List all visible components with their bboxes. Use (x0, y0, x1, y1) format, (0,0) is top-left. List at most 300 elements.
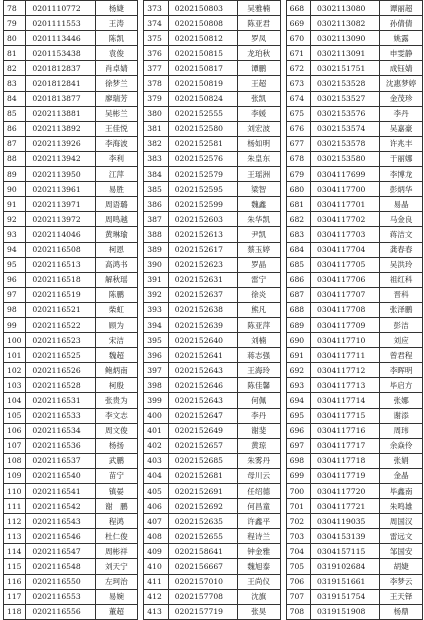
student-id-cell: 0202113972 (26, 212, 95, 227)
student-name-cell: 李丹 (380, 106, 423, 121)
student-id-cell: 0202152691 (168, 484, 237, 499)
student-id-cell: 0202113881 (26, 106, 95, 121)
table-row (4, 423, 423, 438)
table-row (4, 257, 423, 272)
student-id-cell: 0202152581 (168, 136, 237, 151)
student-name-cell: 余焱伶 (380, 438, 423, 453)
row-number-cell: 87 (4, 136, 26, 151)
student-id-cell: 0202152638 (168, 302, 237, 317)
student-id-cell: 0319151908 (311, 604, 380, 619)
student-name-cell: 柯恩 (95, 242, 138, 257)
student-name-cell: 朱华凯 (237, 212, 280, 227)
table-row (4, 514, 423, 529)
student-id-cell: 0201153438 (26, 46, 95, 61)
row-number-cell: 95 (4, 257, 26, 272)
roster-page (3, 0, 423, 617)
row-number-cell: 669 (286, 16, 310, 31)
table-row (4, 121, 423, 136)
row-number-cell: 105 (4, 408, 26, 423)
student-id-cell: 0304117704 (311, 242, 380, 257)
student-id-cell: 0202116528 (26, 378, 95, 393)
table-row (4, 604, 423, 619)
row-number-cell: 672 (286, 61, 310, 76)
student-name-cell: 张昊 (237, 604, 280, 619)
student-id-cell: 0202152599 (168, 197, 237, 212)
student-id-cell: 0201812837 (26, 61, 95, 76)
row-number-cell: 106 (4, 423, 26, 438)
student-id-cell: 0202116522 (26, 317, 95, 332)
row-number-cell: 100 (4, 333, 26, 348)
student-name-cell: 朱雾丹 (237, 453, 280, 468)
student-name-cell: 武鹏 (95, 453, 138, 468)
row-number-cell: 403 (144, 453, 168, 468)
table-row (4, 333, 423, 348)
row-number-cell: 684 (286, 242, 310, 257)
student-id-cell: 0302113091 (311, 46, 380, 61)
table-row (4, 438, 423, 453)
row-number-cell: 381 (144, 121, 168, 136)
student-id-cell: 0202113942 (26, 151, 95, 166)
student-id-cell: 0304117699 (311, 167, 380, 182)
student-id-cell: 0302151751 (311, 61, 380, 76)
student-id-cell: 0304153139 (311, 529, 380, 544)
row-number-cell: 82 (4, 61, 26, 76)
row-number-cell: 393 (144, 302, 168, 317)
row-number-cell: 681 (286, 197, 310, 212)
table-row (4, 91, 423, 106)
student-id-cell: 0202150812 (168, 31, 237, 46)
student-id-cell: 0304117712 (311, 363, 380, 378)
table-row (4, 106, 423, 121)
row-number-cell: 675 (286, 106, 310, 121)
row-number-cell: 377 (144, 61, 168, 76)
row-number-cell: 112 (4, 514, 26, 529)
row-number-cell: 398 (144, 378, 168, 393)
student-id-cell: 0302113080 (311, 1, 380, 16)
student-id-cell: 0202150817 (168, 61, 237, 76)
row-number-cell: 103 (4, 378, 26, 393)
student-name-cell: 朱鸣雄 (380, 499, 423, 514)
student-name-cell: 祖红科 (380, 272, 423, 287)
student-id-cell: 0202152631 (168, 272, 237, 287)
student-id-cell: 0304117721 (311, 499, 380, 514)
row-number-cell: 117 (4, 589, 26, 604)
row-number-cell: 670 (286, 31, 310, 46)
row-number-cell: 683 (286, 227, 310, 242)
student-id-cell: 0202113950 (26, 167, 95, 182)
row-number-cell: 97 (4, 287, 26, 302)
student-id-cell: 0202116531 (26, 393, 95, 408)
row-number-cell: 114 (4, 544, 26, 559)
row-number-cell: 373 (144, 1, 168, 16)
student-name-cell: 罗凤 (237, 31, 280, 46)
row-number-cell: 703 (286, 529, 310, 544)
student-name-cell: 周文俊 (95, 423, 138, 438)
table-row (4, 529, 423, 544)
student-id-cell: 0202116513 (26, 257, 95, 272)
row-number-cell: 397 (144, 363, 168, 378)
student-id-cell: 0202116536 (26, 438, 95, 453)
student-id-cell: 0202116523 (26, 333, 95, 348)
student-name-cell: 沈旗 (237, 589, 280, 604)
table-row (4, 363, 423, 378)
student-name-cell: 王海玲 (237, 363, 280, 378)
row-number-cell: 405 (144, 484, 168, 499)
student-name-cell: 魏鑫 (237, 197, 280, 212)
student-id-cell: 0304117705 (311, 257, 380, 272)
student-name-cell: 孙倩倩 (380, 16, 423, 31)
row-number-cell: 412 (144, 589, 168, 604)
table-row (4, 559, 423, 574)
student-id-cell: 0202116533 (26, 408, 95, 423)
row-number-cell: 383 (144, 151, 168, 166)
row-number-cell: 697 (286, 438, 310, 453)
row-number-cell: 679 (286, 167, 310, 182)
row-number-cell: 374 (144, 16, 168, 31)
row-number-cell: 384 (144, 167, 168, 182)
row-number-cell: 391 (144, 272, 168, 287)
table-row (4, 378, 423, 393)
row-number-cell: 395 (144, 333, 168, 348)
student-name-cell: 马金良 (380, 212, 423, 227)
student-id-cell: 0201110772 (26, 1, 95, 16)
row-number-cell: 83 (4, 76, 26, 91)
student-name-cell: 陈亚君 (237, 16, 280, 31)
row-number-cell: 379 (144, 91, 168, 106)
row-number-cell: 708 (286, 604, 310, 619)
student-id-cell: 0202116541 (26, 484, 95, 499)
student-id-cell: 0202116542 (26, 499, 95, 514)
student-name-cell: 许鑫平 (237, 514, 280, 529)
table-row (4, 393, 423, 408)
student-id-cell: 0304117718 (311, 453, 380, 468)
row-number-cell: 101 (4, 348, 26, 363)
student-name-cell: 谢 鹏 (95, 499, 138, 514)
student-id-cell: 0202116519 (26, 287, 95, 302)
student-name-cell: 母川云 (237, 468, 280, 483)
student-id-cell: 0202113926 (26, 136, 95, 151)
student-name-cell: 李晖明 (380, 363, 423, 378)
row-number-cell: 385 (144, 182, 168, 197)
row-number-cell: 696 (286, 423, 310, 438)
student-name-cell: 龙珀秋 (237, 46, 280, 61)
student-name-cell: 陈鹏 (95, 287, 138, 302)
row-number-cell: 108 (4, 453, 26, 468)
student-id-cell: 0202152639 (168, 317, 237, 332)
student-id-cell: 0304117706 (311, 272, 380, 287)
student-id-cell: 0304117713 (311, 378, 380, 393)
student-id-cell: 0202157719 (168, 604, 237, 619)
student-name-cell: 晋科 (380, 287, 423, 302)
student-id-cell: 0202150803 (168, 1, 237, 16)
student-roster-table (3, 0, 423, 620)
student-name-cell: 吴雅楠 (237, 1, 280, 16)
row-number-cell: 388 (144, 227, 168, 242)
row-number-cell: 680 (286, 182, 310, 197)
student-name-cell: 镇晏 (95, 484, 138, 499)
student-name-cell: 黄琼 (237, 438, 280, 453)
student-name-cell: 罗晶 (237, 257, 280, 272)
student-id-cell: 0202152655 (168, 529, 237, 544)
student-id-cell: 0202116518 (26, 272, 95, 287)
student-name-cell: 谢添 (380, 408, 423, 423)
student-name-cell: 许兆丰 (380, 136, 423, 151)
table-row (4, 484, 423, 499)
table-row (4, 408, 423, 423)
student-id-cell: 0202152613 (168, 227, 237, 242)
table-row (4, 574, 423, 589)
student-name-cell: 周语璐 (95, 197, 138, 212)
row-number-cell: 705 (286, 559, 310, 574)
row-number-cell: 102 (4, 363, 26, 378)
row-number-cell: 116 (4, 574, 26, 589)
student-name-cell: 易晶 (380, 197, 423, 212)
student-name-cell: 周国汉 (380, 514, 423, 529)
table-row (4, 453, 423, 468)
student-name-cell: 杨如明 (237, 136, 280, 151)
row-number-cell: 671 (286, 46, 310, 61)
student-id-cell: 0202152635 (168, 514, 237, 529)
student-id-cell: 0201813877 (26, 91, 95, 106)
student-name-cell: 黄琳瑜 (95, 227, 138, 242)
row-number-cell: 88 (4, 151, 26, 166)
student-id-cell: 0202114046 (26, 227, 95, 242)
student-name-cell: 刘应 (380, 333, 423, 348)
row-number-cell: 389 (144, 242, 168, 257)
student-name-cell: 李梦云 (380, 574, 423, 589)
row-number-cell: 115 (4, 559, 26, 574)
student-id-cell: 0202152555 (168, 106, 237, 121)
row-number-cell: 110 (4, 484, 26, 499)
student-name-cell: 毕启方 (380, 378, 423, 393)
student-name-cell: 顾为 (95, 317, 138, 332)
student-id-cell: 0202158641 (168, 544, 237, 559)
student-id-cell: 0202116508 (26, 242, 95, 257)
student-name-cell: 易胜 (95, 182, 138, 197)
student-name-cell: 成钰婧 (380, 61, 423, 76)
table-row (4, 46, 423, 61)
student-id-cell: 0202152685 (168, 453, 237, 468)
row-number-cell: 693 (286, 378, 310, 393)
row-number-cell: 406 (144, 499, 168, 514)
row-number-cell: 699 (286, 468, 310, 483)
row-number-cell: 392 (144, 287, 168, 302)
student-id-cell: 0302153527 (311, 91, 380, 106)
student-name-cell: 李媛 (237, 106, 280, 121)
table-row (4, 61, 423, 76)
student-id-cell: 0201111553 (26, 16, 95, 31)
row-number-cell: 686 (286, 272, 310, 287)
student-name-cell: 陈凯 (95, 31, 138, 46)
student-id-cell: 0304117701 (311, 197, 380, 212)
student-id-cell: 0202150808 (168, 16, 237, 31)
student-name-cell: 吴洪玲 (380, 257, 423, 272)
student-name-cell: 张贵为 (95, 393, 138, 408)
student-name-cell: 陈佳馨 (237, 378, 280, 393)
student-name-cell: 易婉 (95, 589, 138, 604)
student-name-cell: 张娜 (380, 393, 423, 408)
row-number-cell: 107 (4, 438, 26, 453)
student-id-cell: 0202116534 (26, 423, 95, 438)
row-number-cell: 409 (144, 544, 168, 559)
row-number-cell: 99 (4, 317, 26, 332)
row-number-cell: 81 (4, 46, 26, 61)
student-name-cell: 苗宁 (95, 468, 138, 483)
row-number-cell: 402 (144, 438, 168, 453)
table-row (4, 212, 423, 227)
table-row (4, 589, 423, 604)
student-id-cell: 0304117708 (311, 302, 380, 317)
student-name-cell: 王尚仪 (237, 574, 280, 589)
row-number-cell: 400 (144, 408, 168, 423)
student-id-cell: 0202113961 (26, 182, 95, 197)
row-number-cell: 701 (286, 499, 310, 514)
student-name-cell: 刘楠 (237, 333, 280, 348)
row-number-cell: 90 (4, 182, 26, 197)
student-name-cell: 杨鼎 (380, 604, 423, 619)
student-id-cell: 0202116525 (26, 348, 95, 363)
row-number-cell: 113 (4, 529, 26, 544)
row-number-cell: 401 (144, 423, 168, 438)
student-name-cell: 刘天宁 (95, 559, 138, 574)
table-row (4, 197, 423, 212)
student-id-cell: 0304117709 (311, 317, 380, 332)
row-number-cell: 118 (4, 604, 26, 619)
student-id-cell: 0202116546 (26, 529, 95, 544)
student-name-cell: 高鸿书 (95, 257, 138, 272)
row-number-cell: 375 (144, 31, 168, 46)
student-name-cell: 曾君程 (380, 348, 423, 363)
student-id-cell: 0202152579 (168, 167, 237, 182)
row-number-cell: 674 (286, 91, 310, 106)
student-id-cell: 0202150824 (168, 91, 237, 106)
row-number-cell: 411 (144, 574, 168, 589)
student-id-cell: 0202157010 (168, 574, 237, 589)
student-name-cell: 刘宏波 (237, 121, 280, 136)
student-name-cell: 徐梦兰 (95, 76, 138, 91)
student-name-cell: 谢斐 (237, 423, 280, 438)
table-row (4, 151, 423, 166)
table-row (4, 16, 423, 31)
student-id-cell: 0302153528 (311, 76, 380, 91)
student-id-cell: 0304117717 (311, 438, 380, 453)
student-id-cell: 0202152623 (168, 257, 237, 272)
student-name-cell: 钟金雅 (237, 544, 280, 559)
row-number-cell: 404 (144, 468, 168, 483)
student-name-cell: 周鸣越 (95, 212, 138, 227)
student-id-cell: 0202116550 (26, 574, 95, 589)
student-name-cell: 姚露 (380, 31, 423, 46)
table-row (4, 302, 423, 317)
student-id-cell: 0202116548 (26, 559, 95, 574)
student-name-cell: 李博龙 (380, 167, 423, 182)
row-number-cell: 706 (286, 574, 310, 589)
row-number-cell: 386 (144, 197, 168, 212)
student-name-cell: 李海波 (95, 136, 138, 151)
row-number-cell: 94 (4, 242, 26, 257)
student-id-cell: 0202113892 (26, 121, 95, 136)
row-number-cell: 85 (4, 106, 26, 121)
student-id-cell: 0202116537 (26, 453, 95, 468)
table-row (4, 348, 423, 363)
student-name-cell: 江萍 (95, 167, 138, 182)
student-id-cell: 0202152580 (168, 121, 237, 136)
row-number-cell: 394 (144, 317, 168, 332)
student-id-cell: 0202116547 (26, 544, 95, 559)
student-name-cell: 何佩 (237, 393, 280, 408)
student-name-cell: 肖卓婧 (95, 61, 138, 76)
row-number-cell: 91 (4, 197, 26, 212)
row-number-cell: 84 (4, 91, 26, 106)
row-number-cell: 702 (286, 514, 310, 529)
row-number-cell: 407 (144, 514, 168, 529)
student-id-cell: 0304117703 (311, 227, 380, 242)
student-id-cell: 0302153574 (311, 121, 380, 136)
row-number-cell: 682 (286, 212, 310, 227)
row-number-cell: 396 (144, 348, 168, 363)
student-id-cell: 0304117702 (311, 212, 380, 227)
student-id-cell: 0202152595 (168, 182, 237, 197)
student-name-cell: 王天铎 (380, 589, 423, 604)
table-row (4, 468, 423, 483)
student-name-cell: 谭丽超 (380, 1, 423, 16)
student-name-cell: 杨婕 (95, 1, 138, 16)
student-name-cell: 程诗兰 (237, 529, 280, 544)
student-id-cell: 0304117714 (311, 393, 380, 408)
student-id-cell: 0304117707 (311, 287, 380, 302)
row-number-cell: 687 (286, 287, 310, 302)
table-row (4, 317, 423, 332)
row-number-cell: 410 (144, 559, 168, 574)
row-number-cell: 688 (286, 302, 310, 317)
student-id-cell: 0202150819 (168, 76, 237, 91)
student-id-cell: 0302153576 (311, 106, 380, 121)
student-name-cell: 彭洁 (380, 317, 423, 332)
row-number-cell: 677 (286, 136, 310, 151)
student-id-cell: 0319102684 (311, 559, 380, 574)
student-id-cell: 0202156667 (168, 559, 237, 574)
student-name-cell: 程鸿 (95, 514, 138, 529)
student-id-cell: 0304117711 (311, 348, 380, 363)
student-id-cell: 0304117719 (311, 468, 380, 483)
row-number-cell: 390 (144, 257, 168, 272)
student-id-cell: 0202152692 (168, 499, 237, 514)
student-name-cell: 魏旭泰 (237, 559, 280, 574)
student-name-cell: 柴虹 (95, 302, 138, 317)
student-id-cell: 0202157708 (168, 589, 237, 604)
table-row (4, 242, 423, 257)
row-number-cell: 408 (144, 529, 168, 544)
row-number-cell: 678 (286, 151, 310, 166)
student-id-cell: 0202152576 (168, 151, 237, 166)
student-id-cell: 0304117710 (311, 333, 380, 348)
row-number-cell: 694 (286, 393, 310, 408)
student-id-cell: 0202152649 (168, 423, 237, 438)
student-name-cell: 陈亚萍 (237, 317, 280, 332)
row-number-cell: 80 (4, 31, 26, 46)
student-id-cell: 0302153580 (311, 151, 380, 166)
row-number-cell: 98 (4, 302, 26, 317)
student-id-cell: 0302113082 (311, 16, 380, 31)
student-name-cell: 王瑶洲 (237, 167, 280, 182)
student-id-cell: 0302153578 (311, 136, 380, 151)
student-id-cell: 0202116543 (26, 514, 95, 529)
table-row (4, 287, 423, 302)
row-number-cell: 79 (4, 16, 26, 31)
row-number-cell: 89 (4, 167, 26, 182)
row-number-cell: 78 (4, 1, 26, 16)
row-number-cell: 676 (286, 121, 310, 136)
